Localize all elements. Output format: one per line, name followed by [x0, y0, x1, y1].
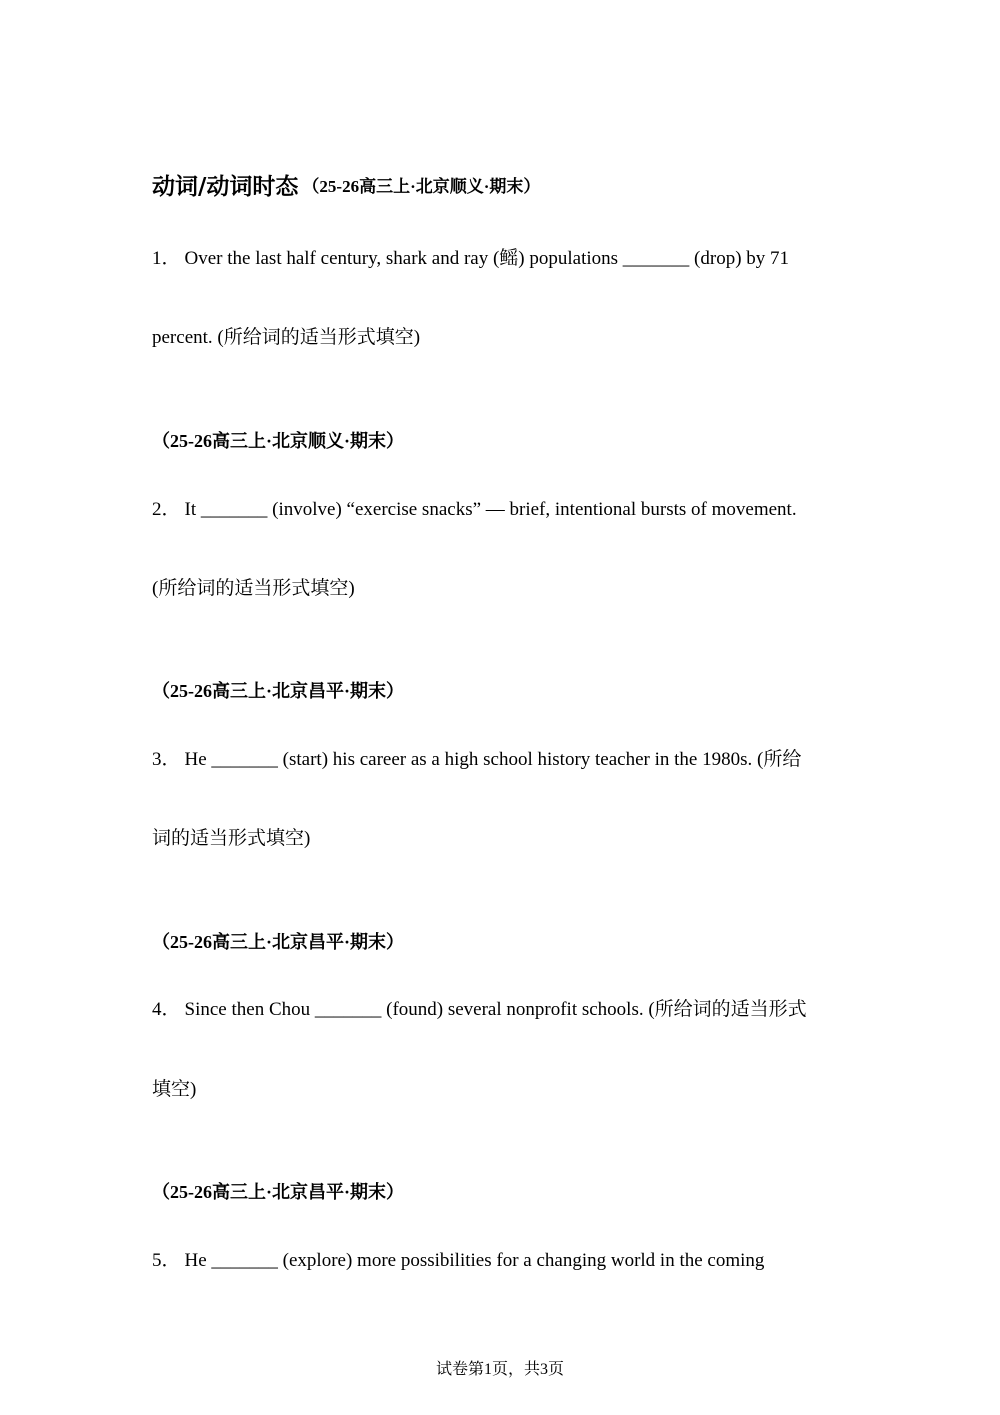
question-5-source: （25-26高三上·北京昌平·期末） [152, 1182, 404, 1202]
question-2-line-1 [152, 494, 797, 521]
question-2-source: （25-26高三上·北京顺义·期末） [152, 431, 404, 451]
section-heading [152, 168, 540, 201]
question-text: He _______ (explore) more possibilities for a changing world in the coming [184, 1250, 765, 1271]
question-1-line-2: percent. (所给词的适当形式填空) [152, 327, 421, 348]
question-text: Over the last half century, shark and ray (鳐) populations _______ (drop) by 71 [184, 248, 790, 269]
question-4-line-2: 填空) [152, 1079, 197, 1100]
question-3-source: （25-26高三上·北京昌平·期末） [152, 681, 404, 701]
question-1-line-1 [152, 243, 789, 270]
question-2-line-2: (所给词的适当形式填空) [152, 578, 355, 599]
question-number: 1． [152, 248, 181, 269]
section-source: （25-26高三上·北京顺义·期末） [302, 177, 541, 196]
question-text: He _______ (start) his career as a high school history teacher in the 1980s. (所给 [184, 749, 802, 770]
question-number: 3． [152, 749, 181, 770]
question-number: 5． [152, 1250, 181, 1271]
question-number: 2． [152, 499, 181, 520]
question-3-line-1 [152, 744, 801, 771]
page-footer: 试卷第1页，共3页 [435, 1361, 564, 1378]
question-text: It _______ (involve) “exercise snacks” — brief, intentional bursts of movement. [184, 499, 797, 520]
question-4-line-1 [152, 994, 807, 1021]
question-3-line-2: 词的适当形式填空) [152, 828, 311, 849]
section-title: 动词/动词时态 [152, 174, 299, 200]
question-4-source: （25-26高三上·北京昌平·期末） [152, 932, 404, 952]
question-text: Since then Chou _______ (found) several nonprofit schools. (所给词的适当形式 [184, 999, 807, 1020]
question-number: 4． [152, 999, 181, 1020]
question-5-line-1 [152, 1245, 764, 1272]
